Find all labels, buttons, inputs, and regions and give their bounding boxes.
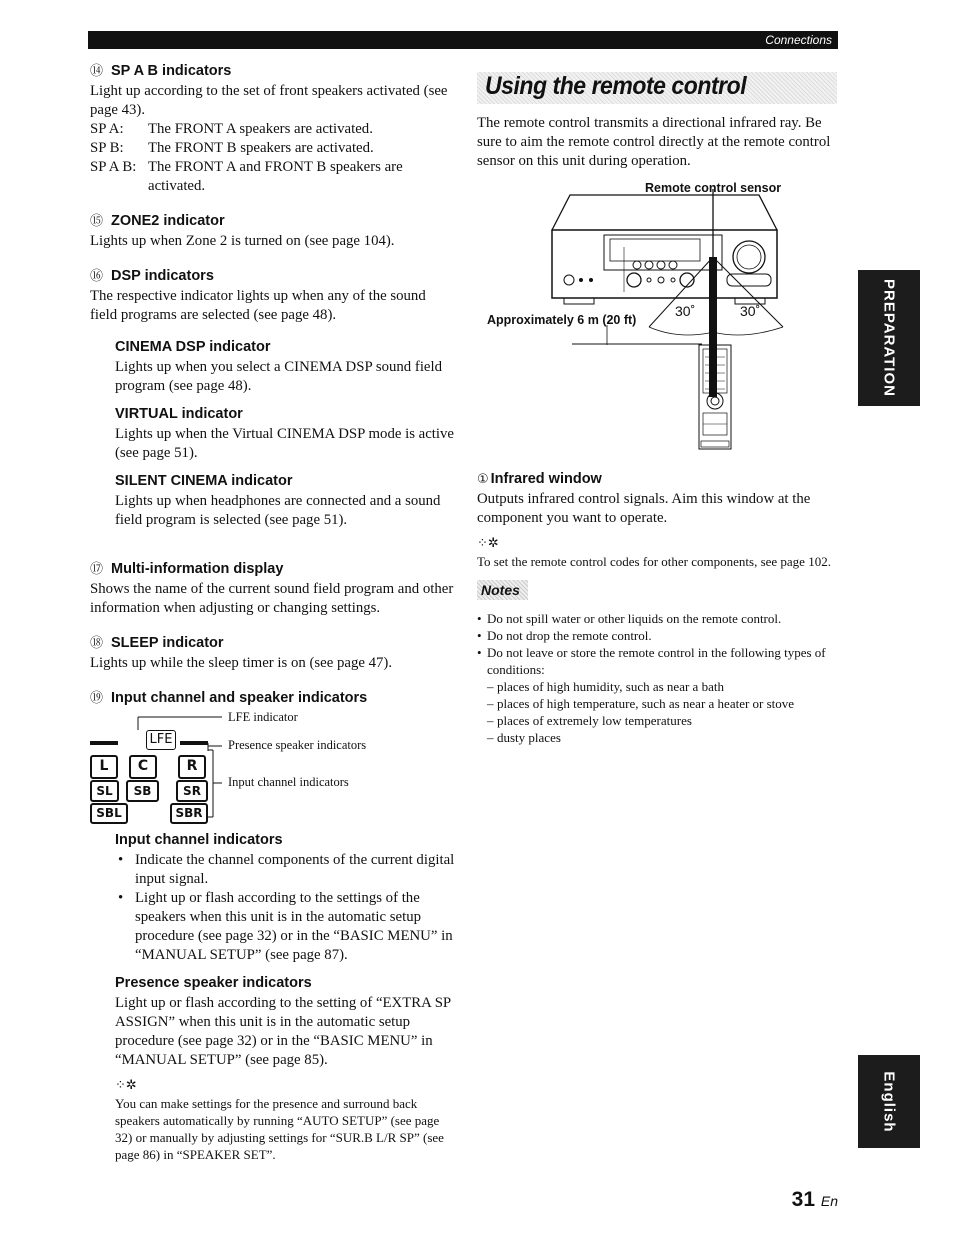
presence-heading: Presence speaker indicators: [115, 975, 312, 991]
spab-row: [90, 120, 455, 139]
right-column: [477, 72, 842, 746]
heading-text: Infrared window: [490, 471, 602, 487]
input-heading: [90, 687, 455, 706]
l-box: L: [90, 755, 118, 779]
zone2-text: Lights up when Zone 2 is turned on (see page 104).: [90, 233, 395, 249]
input-channel-list: [115, 851, 455, 965]
section-title: Connections: [765, 33, 832, 47]
virtual-text: Lights up when the Virtual CINEMA DSP mode is active (see page 51).: [115, 426, 454, 461]
english-tab: [858, 1055, 920, 1148]
presence-indicator-label: Presence speaker indicators: [228, 738, 367, 752]
angle-right-label: 30˚: [740, 303, 761, 319]
cinema-dsp-text: Lights up when you select a CINEMA DSP sound field program (see page 48).: [115, 359, 443, 394]
heading-text: SLEEP indicator: [111, 635, 224, 651]
sbr-box: SBR: [170, 803, 208, 824]
spab-rows: [90, 120, 455, 196]
remote-diagram: [477, 177, 842, 467]
sensor-label: Remote control sensor: [645, 181, 782, 195]
tip-icon: ⁘✲: [115, 1078, 137, 1093]
row-key: SP B:: [90, 140, 124, 156]
input-channel-label: Input channel indicators: [228, 775, 349, 789]
item-number: ⑱: [90, 636, 104, 651]
list-item: • Light up or flash according to the settings of the speakers when this unit is in the automatic setup procedure (see page 32) or in the “BASIC MENU” in “MANUAL SETUP” (see page 87).: [115, 889, 455, 965]
section-title-banner: [477, 72, 837, 104]
preparation-tab: [858, 270, 920, 406]
dsp-subsections: [90, 339, 455, 530]
english-tab-label: English: [880, 1070, 898, 1133]
list-item: – places of high humidity, such as near a bath: [487, 678, 842, 695]
silent-cinema-heading: SILENT CINEMA indicator: [115, 473, 293, 489]
section-title: Using the remote control: [485, 72, 747, 100]
infrared-heading: [477, 471, 842, 487]
left-column: [90, 60, 455, 1163]
item-number: ⑮: [90, 214, 104, 229]
heading-text: Multi-information display: [111, 561, 284, 577]
distance-label: Approximately 6 m (20 ft): [487, 313, 637, 327]
list-item: • Indicate the channel components of the current digital input signal.: [115, 851, 455, 889]
heading-text: SP A B indicators: [111, 63, 232, 79]
list-item: – places of extremely low temperatures: [487, 712, 842, 729]
multi-info-text: Shows the name of the current sound field program and other information when adjusting or changing settings.: [90, 581, 454, 616]
row-key: SP A:: [90, 121, 124, 137]
zone2-heading: [90, 210, 455, 229]
sbl-box: SBL: [90, 803, 128, 824]
item-number: ⑰: [90, 562, 104, 577]
list-item: • Do not drop the remote control.: [477, 627, 842, 644]
heading-text: ZONE2 indicator: [111, 213, 225, 229]
sr-box: SR: [176, 780, 208, 802]
row-key: SP A B:: [90, 159, 137, 175]
spab-heading: [90, 60, 455, 79]
dsp-heading: [90, 265, 455, 284]
virtual-heading: VIRTUAL indicator: [115, 406, 243, 422]
notes-heading: Notes: [477, 580, 528, 600]
presence-subsection: [90, 975, 455, 991]
lfe-box: LFE: [146, 730, 176, 750]
tip-text: You can make settings for the presence and surround back speakers automatically by running “AUTO SETUP” (see page 32) or manually by adjusting settings for “SUR.B L/R SP” (see page 86) in “SPEAKER SET”.: [115, 1096, 444, 1162]
page-number: [792, 1188, 838, 1212]
tip-text: To set the remote control codes for other components, see page 102.: [477, 554, 831, 569]
indicator-figure: [90, 712, 455, 822]
tip-icon: ⁘✲: [477, 536, 499, 551]
sb-box: SB: [126, 780, 159, 802]
item-number: ⑭: [90, 64, 104, 79]
preparation-tab-label: PREPARATION: [880, 279, 898, 397]
infrared-text: Outputs infrared control signals. Aim this window at the component you want to operate.: [477, 491, 811, 526]
lfe-indicator-label: LFE indicator: [228, 710, 298, 724]
row-value: The FRONT A and FRONT B speakers are activated.: [148, 159, 403, 194]
sleep-heading: [90, 632, 455, 651]
multi-info-heading: [90, 558, 455, 577]
c-box: C: [129, 755, 157, 779]
intro-text: The remote control transmits a directional infrared ray. Be sure to aim the remote control directly at the remote control sensor on this unit during operation.: [477, 115, 831, 169]
list-item: – places of high temperature, such as near a heater or stove: [487, 695, 842, 712]
receiver-illustration: [477, 177, 842, 467]
row-value: The FRONT B speakers are activated.: [148, 140, 374, 156]
r-box: R: [178, 755, 206, 779]
spab-row: [90, 139, 455, 158]
list-item: • Do not leave or store the remote control in the following types of conditions:: [477, 644, 842, 678]
left-tip: [90, 1078, 455, 1163]
dsp-text: The respective indicator lights up when any of the sound field programs are selected (see page 48).: [90, 288, 426, 323]
presence-text: Light up or flash according to the setting of “EXTRA SP ASSIGN” when this unit is in the automatic setup procedure (see page 32) or in the “BASIC MENU” in “MANUAL SETUP” (see page 85).: [115, 995, 451, 1068]
item-number: ①: [477, 472, 489, 487]
heading-text: Input channel and speaker indicators: [111, 690, 368, 706]
item-number: ⑯: [90, 269, 104, 284]
page-suffix: En: [820, 1193, 838, 1209]
angle-left-label: 30˚: [675, 303, 696, 319]
conditions-list: [487, 678, 842, 746]
input-subsections: [90, 832, 455, 848]
silent-cinema-text: Lights up when headphones are connected and a sound field program is selected (see page 51).: [115, 493, 441, 528]
spab-text: Light up according to the set of front speakers activated (see page 43).: [90, 83, 448, 118]
sl-box: SL: [90, 780, 119, 802]
item-number: ⑲: [90, 691, 104, 706]
list-item: • Do not spill water or other liquids on the remote control.: [477, 610, 842, 627]
notes-list: [477, 610, 842, 678]
heading-text: DSP indicators: [111, 268, 214, 284]
sleep-text: Lights up while the sleep timer is on (see page 47).: [90, 655, 393, 671]
row-value: The FRONT A speakers are activated.: [148, 121, 373, 137]
page-number-value: 31: [791, 1188, 816, 1211]
list-item: – dusty places: [487, 729, 842, 746]
spab-row: [90, 158, 455, 196]
input-channel-heading: Input channel indicators: [115, 832, 283, 848]
cinema-dsp-heading: CINEMA DSP indicator: [115, 339, 271, 355]
header-bar: [88, 31, 838, 49]
